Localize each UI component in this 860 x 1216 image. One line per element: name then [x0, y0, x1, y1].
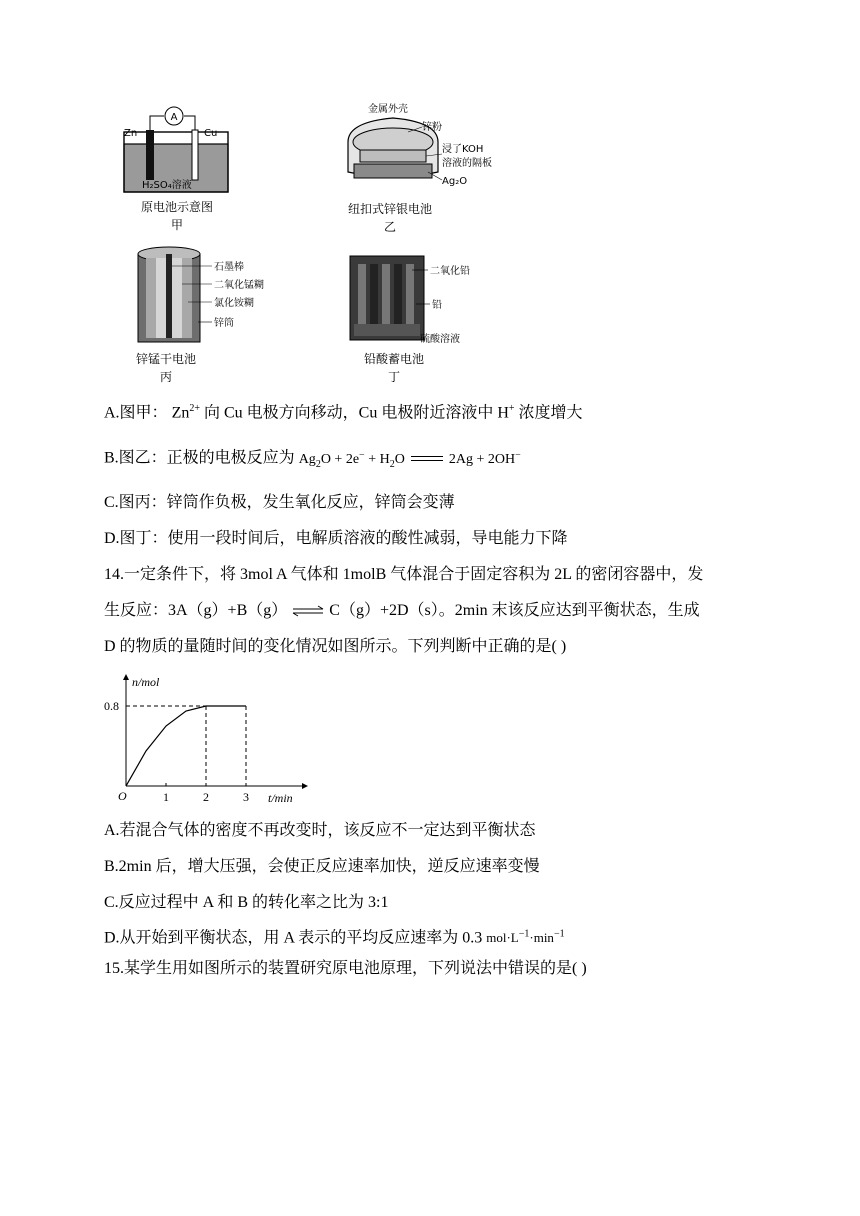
- y-axis-arrow: [123, 674, 129, 680]
- ding-label-pbo2: 二氧化铅: [430, 266, 470, 277]
- solution-label: H₂SO₄溶液: [142, 180, 192, 191]
- figure-jia: [122, 104, 232, 196]
- reversible-arrow-icon: [291, 605, 325, 617]
- button-battery-diagram: [338, 102, 508, 198]
- x-axis-label: t/min: [268, 791, 293, 805]
- figure-yi-caption: 纽扣式锌银电池: [347, 202, 432, 216]
- figure-yi-sublabel: 乙: [383, 220, 396, 234]
- q13-option-a: A.图甲： $Zn^{2+}$ 向 Cu 电极方向移动，Cu 电极附近溶液中 H+ 浓度增大: [104, 403, 583, 422]
- zinc-manganese-cell-diagram: [132, 244, 282, 348]
- bing-label-graphite: 石墨棒: [214, 262, 244, 273]
- y-axis-label: n/mol: [132, 675, 160, 689]
- x-tick-label-3: 3: [243, 790, 249, 804]
- yi-label-separator: 溶液的隔板: [442, 158, 492, 169]
- yi-label-ag2o: Ag₂O: [442, 176, 468, 187]
- q13-option-b: B.图乙：正极的电极反应为 $Ag_2O + 2e^- + H_2O$ 2Ag + 2OH−: [104, 449, 521, 470]
- y-tick-label-0.8: 0.8: [104, 699, 119, 713]
- q14-stem-line1: 14.一定条件下，将 3mol A 气体和 1molB 气体混合于固定容积为 2L 的密闭容器中，发: [104, 566, 704, 583]
- figure-bing-sublabel: 丙: [159, 370, 172, 384]
- yi-label-shell: 金属外壳: [368, 104, 408, 115]
- q14-chart: [104, 672, 314, 810]
- origin-label: O: [118, 789, 127, 803]
- ding-label-pb: 铅: [432, 300, 442, 311]
- figure-jia-sublabel: 甲: [170, 218, 183, 232]
- lead-acid-battery-diagram: [346, 250, 516, 346]
- ammeter-label: A: [170, 112, 178, 123]
- cu-label: Cu: [204, 128, 218, 139]
- figure-bing: [132, 244, 282, 348]
- figure-bing-caption: 锌锰干电池: [135, 352, 196, 366]
- chart-svg: [104, 672, 314, 810]
- bing-label-nh4cl: 氯化铵糊: [214, 298, 254, 309]
- figure-ding-caption: 铅酸蓄电池: [363, 352, 424, 366]
- q14-option-c: C.反应过程中 A 和 B 的转化率之比为 3:1: [104, 894, 389, 911]
- figure-ding-sublabel: 丁: [387, 370, 400, 384]
- q13-option-d: D.图丁：使用一段时间后，电解质溶液的酸性减弱，导电能力下降: [104, 530, 568, 547]
- q14-option-b: B.2min 后，增大压强，会使正反应速率加快，逆反应速率变慢: [104, 858, 540, 875]
- q15-stem-line1: 15.某学生用如图所示的装置研究原电池原理，下列说法中错误的是( ): [104, 960, 587, 977]
- figure-ding: [346, 250, 516, 346]
- equals-arrow: [409, 454, 445, 464]
- q14-option-d: D.从开始到平衡状态，用 A 表示的平均反应速率为 0.3 $mol\cdot L^{-1}\cdot\min^{-1}$: [104, 929, 565, 947]
- q14-stem-line2: 生反应：3A（g）+B（g） C（g）+2D（s）。2min 末该反应达到平衡状态，生成: [104, 602, 700, 619]
- figure-yi: [338, 102, 508, 198]
- zn-label: Zn: [124, 128, 138, 139]
- yi-label-koh: 浸了KOH: [442, 144, 484, 155]
- q14-option-a: A.若混合气体的密度不再改变时，该反应不一定达到平衡状态: [104, 822, 536, 839]
- x-tick-label-2: 2: [203, 790, 209, 804]
- bing-label-mno2: 二氧化锰糊: [214, 280, 264, 291]
- x-tick-label-1: 1: [163, 790, 169, 804]
- x-axis-arrow: [302, 783, 308, 789]
- ding-label-h2so4: 硫酸溶液: [420, 334, 460, 345]
- q13-option-c: C.图丙：锌筒作负极，发生氧化反应，锌筒会变薄: [104, 494, 455, 511]
- galvanic-cell-diagram: [122, 104, 232, 196]
- figure-jia-caption: 原电池示意图: [140, 200, 213, 214]
- q14-stem-line3: D 的物质的量随时间的变化情况如图所示。下列判断中正确的是( ): [104, 638, 567, 655]
- yi-label-zinc: 锌粉: [422, 122, 442, 133]
- series-line-d: [126, 706, 246, 786]
- bing-label-zinc-can: 锌筒: [214, 318, 234, 329]
